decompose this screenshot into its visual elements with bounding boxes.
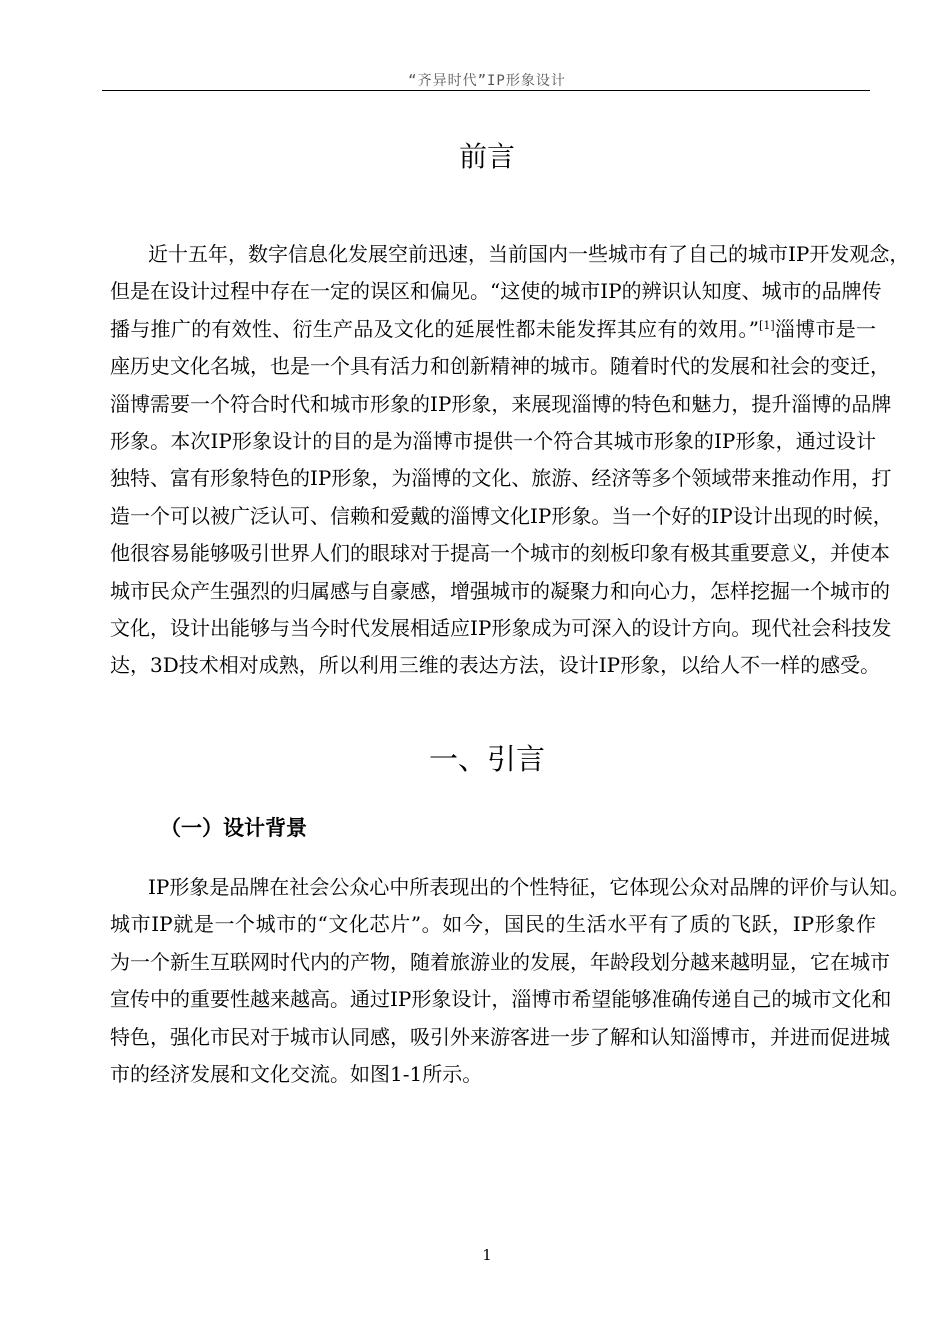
background-paragraph — [110, 869, 910, 1093]
text-line: 但是在设计过程中存在一定的误区和偏见。“这使的城市IP的辨识认知度、城市的品牌传 — [110, 279, 882, 304]
subsection-title: （一）设计背景 — [160, 816, 307, 840]
text-line: 近十五年，数字信息化发展空前迅速，当前国内一些城市有了自己的城市IP开发观念， — [148, 242, 910, 266]
text-line: 他很容易能够吸引世界人们的眼球对于提高一个城市的刻板印象有极其重要意义，并使本 — [110, 541, 890, 566]
text-line: 市的经济发展和文化交流。如图1-1所示。 — [110, 1061, 483, 1086]
text-line-end: 淄博市是一 — [774, 316, 876, 341]
text-line: 宣传中的重要性越来越高。通过IP形象设计，淄博市希望能够准确传递自己的城市文化和 — [110, 987, 892, 1012]
text-line: 淄博需要一个符合时代和城市形象的IP形象，来展现淄博的特色和魅力，提升淄博的品牌 — [110, 391, 892, 416]
text-line: 文化，设计出能够与当今时代发展相适应IP形象成为可深入的设计方向。现代社会科技发 — [110, 615, 892, 640]
header-rule — [102, 90, 870, 91]
text-line: IP形象是品牌在社会公众心中所表现出的个性特征，它体现公众对品牌的评价与认知。 — [148, 875, 910, 899]
preface-title: 前言 — [458, 140, 515, 173]
text-line: 城市民众产生强烈的归属感与自豪感，增强城市的凝聚力和向心力，怎样挖掘一个城市的 — [110, 578, 890, 603]
text-line: 为一个新生互联网时代内的产物，随着旅游业的发展，年龄段划分越来越明显，它在城市 — [110, 949, 890, 974]
text-line: 特色，强化市民对于城市认同感，吸引外来游客进一步了解和认知淄博市，并进而促进城 — [110, 1024, 890, 1049]
text-line: 造一个可以被广泛认可、信赖和爱戴的淄博文化IP形象。当一个好的IP设计出现的时候， — [110, 503, 893, 528]
preface-paragraph — [110, 236, 910, 685]
text-line: 城市IP就是一个城市的“文化芯片”。如今，国民的生活水平有了质的飞跃，IP形象作 — [110, 912, 876, 937]
text-line-start: 播与推广的有效性、衍生产品及文化的延展性都未能发挥其应有的效用。” — [110, 316, 760, 341]
text-line: 座历史文化名城，也是一个具有活力和创新精神的城市。随着时代的发展和社会的变迁， — [110, 354, 890, 379]
text-line: 达，3D技术相对成熟，所以利用三维的表达方法，设计IP形象，以给人不一样的感受。 — [110, 653, 881, 678]
text-line: 形象。本次IP形象设计的目的是为淄博市提供一个符合其城市形象的IP形象，通过设计 — [110, 428, 876, 453]
section-title: 一、引言 — [428, 742, 545, 776]
text-line — [110, 311, 876, 348]
citation-ref[interactable]: [1] — [759, 318, 775, 332]
page-number: 1 — [482, 1246, 492, 1264]
text-line: 独特、富有形象特色的IP形象，为淄博的文化、旅游、经济等多个领域带来推动作用，打 — [110, 466, 892, 491]
running-header: “齐异时代”IP形象设计 — [408, 73, 566, 89]
